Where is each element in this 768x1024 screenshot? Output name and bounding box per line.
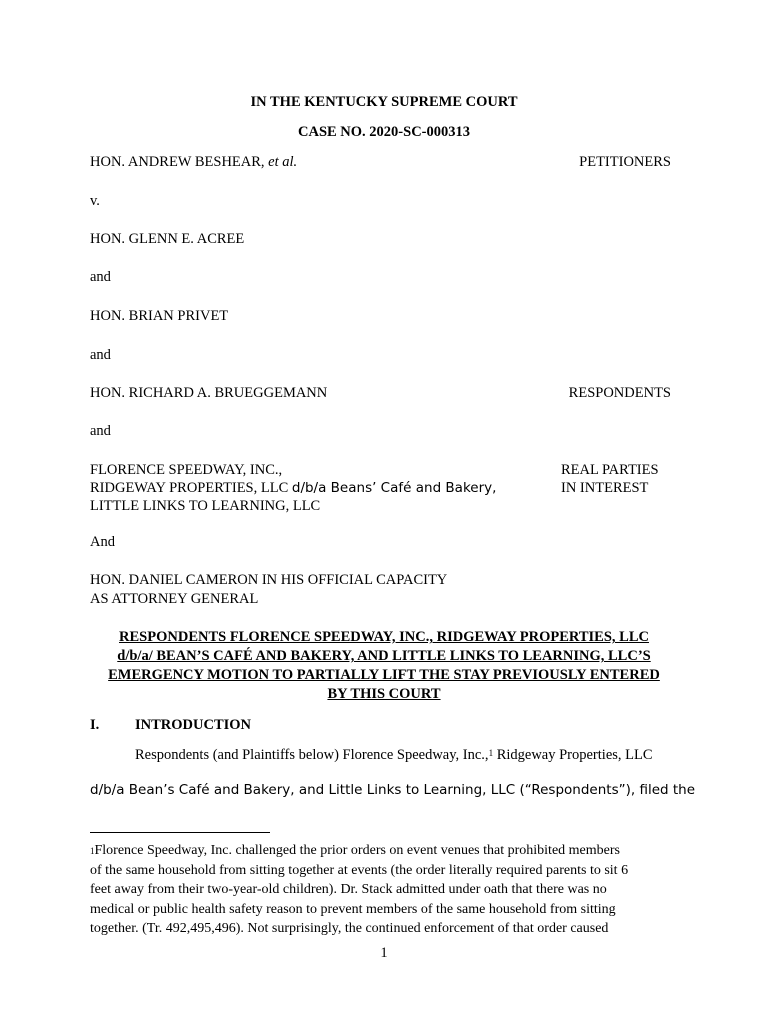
section-number: I.	[90, 717, 100, 733]
petitioners-label: PETITIONERS	[579, 154, 671, 170]
and-4: And	[90, 534, 115, 550]
rpi-little-links: LITTLE LINKS TO LEARNING, LLC	[90, 498, 321, 514]
motion-title-line: d/b/a/ BEAN’S CAFÉ AND BAKERY, AND LITTLE LINKS TO LEARNING, LLC’S	[117, 648, 651, 664]
section-title: INTRODUCTION	[135, 717, 252, 733]
and-2: and	[90, 347, 111, 363]
motion-title	[0, 628, 768, 704]
court-name: IN THE KENTUCKY SUPREME COURT	[250, 94, 518, 110]
footnote-reference: 1	[488, 748, 494, 758]
rpi-ridgeway-dba: d/b/a Beans’ Café and Bakery,	[291, 480, 497, 496]
respondent-brueggemann: HON. RICHARD A. BRUEGGEMANN	[90, 385, 328, 401]
footnote-line: together. (Tr. 492,495,496). Not surprisingly, the continued enforcement of that order caused	[90, 921, 609, 936]
respondents-label: RESPONDENTS	[568, 385, 671, 401]
footnote-line: medical or public health safety reason to prevent members of the same household from sitting	[90, 901, 616, 917]
footnote-line: feet away from their two-year-old children). Dr. Stack admitted under oath that there was no	[90, 882, 607, 897]
ag-line-2: AS ATTORNEY GENERAL	[90, 591, 259, 607]
versus: v.	[90, 193, 100, 209]
motion-title-line: EMERGENCY MOTION TO PARTIALLY LIFT THE STAY PREVIOUSLY ENTERED	[108, 667, 660, 683]
real-parties-label: REAL PARTIES	[561, 462, 659, 478]
rpi-florence: FLORENCE SPEEDWAY, INC.,	[90, 462, 283, 478]
in-interest-label: IN INTEREST	[561, 480, 649, 496]
rpi-ridgeway-caps: RIDGEWAY PROPERTIES, LLC	[90, 480, 292, 496]
rpi-ridgeway	[90, 479, 496, 497]
et-al: et al.	[268, 154, 298, 170]
petitioner-name	[90, 153, 297, 171]
petitioner-name-text: HON. ANDREW BESHEAR,	[90, 154, 269, 170]
case-number: CASE NO. 2020-SC-000313	[298, 124, 470, 140]
respondent-privet: HON. BRIAN PRIVET	[90, 308, 229, 324]
footnote-marker: 1	[90, 846, 95, 856]
and-1: and	[90, 269, 111, 285]
footnote-line: of the same household from sitting together at events (the order literally required parents to sit 6	[90, 862, 629, 878]
and-3: and	[90, 423, 111, 439]
ag-line-1: HON. DANIEL CAMERON IN HIS OFFICIAL CAPACITY	[90, 572, 448, 588]
footnote	[90, 841, 680, 939]
footnote-text: Florence Speedway, Inc. challenged the prior orders on event venues that prohibited members	[94, 843, 620, 858]
footnote-divider	[90, 832, 270, 833]
motion-title-line: BY THIS COURT	[327, 686, 441, 702]
body-text: Respondents (and Plaintiffs below) Florence Speedway, Inc.,	[135, 747, 489, 763]
body-line-1	[135, 746, 653, 764]
footnote-line	[90, 841, 680, 861]
body-line-2: d/b/a Bean’s Café and Bakery, and Little Links to Learning, LLC (“Respondents”), filed the	[90, 782, 696, 798]
respondent-acree: HON. GLENN E. ACREE	[90, 231, 245, 247]
body-text: Ridgeway Properties, LLC	[493, 747, 653, 763]
motion-title-line: RESPONDENTS FLORENCE SPEEDWAY, INC., RIDGEWAY PROPERTIES, LLC	[119, 629, 649, 645]
page-number: 1	[380, 945, 388, 961]
